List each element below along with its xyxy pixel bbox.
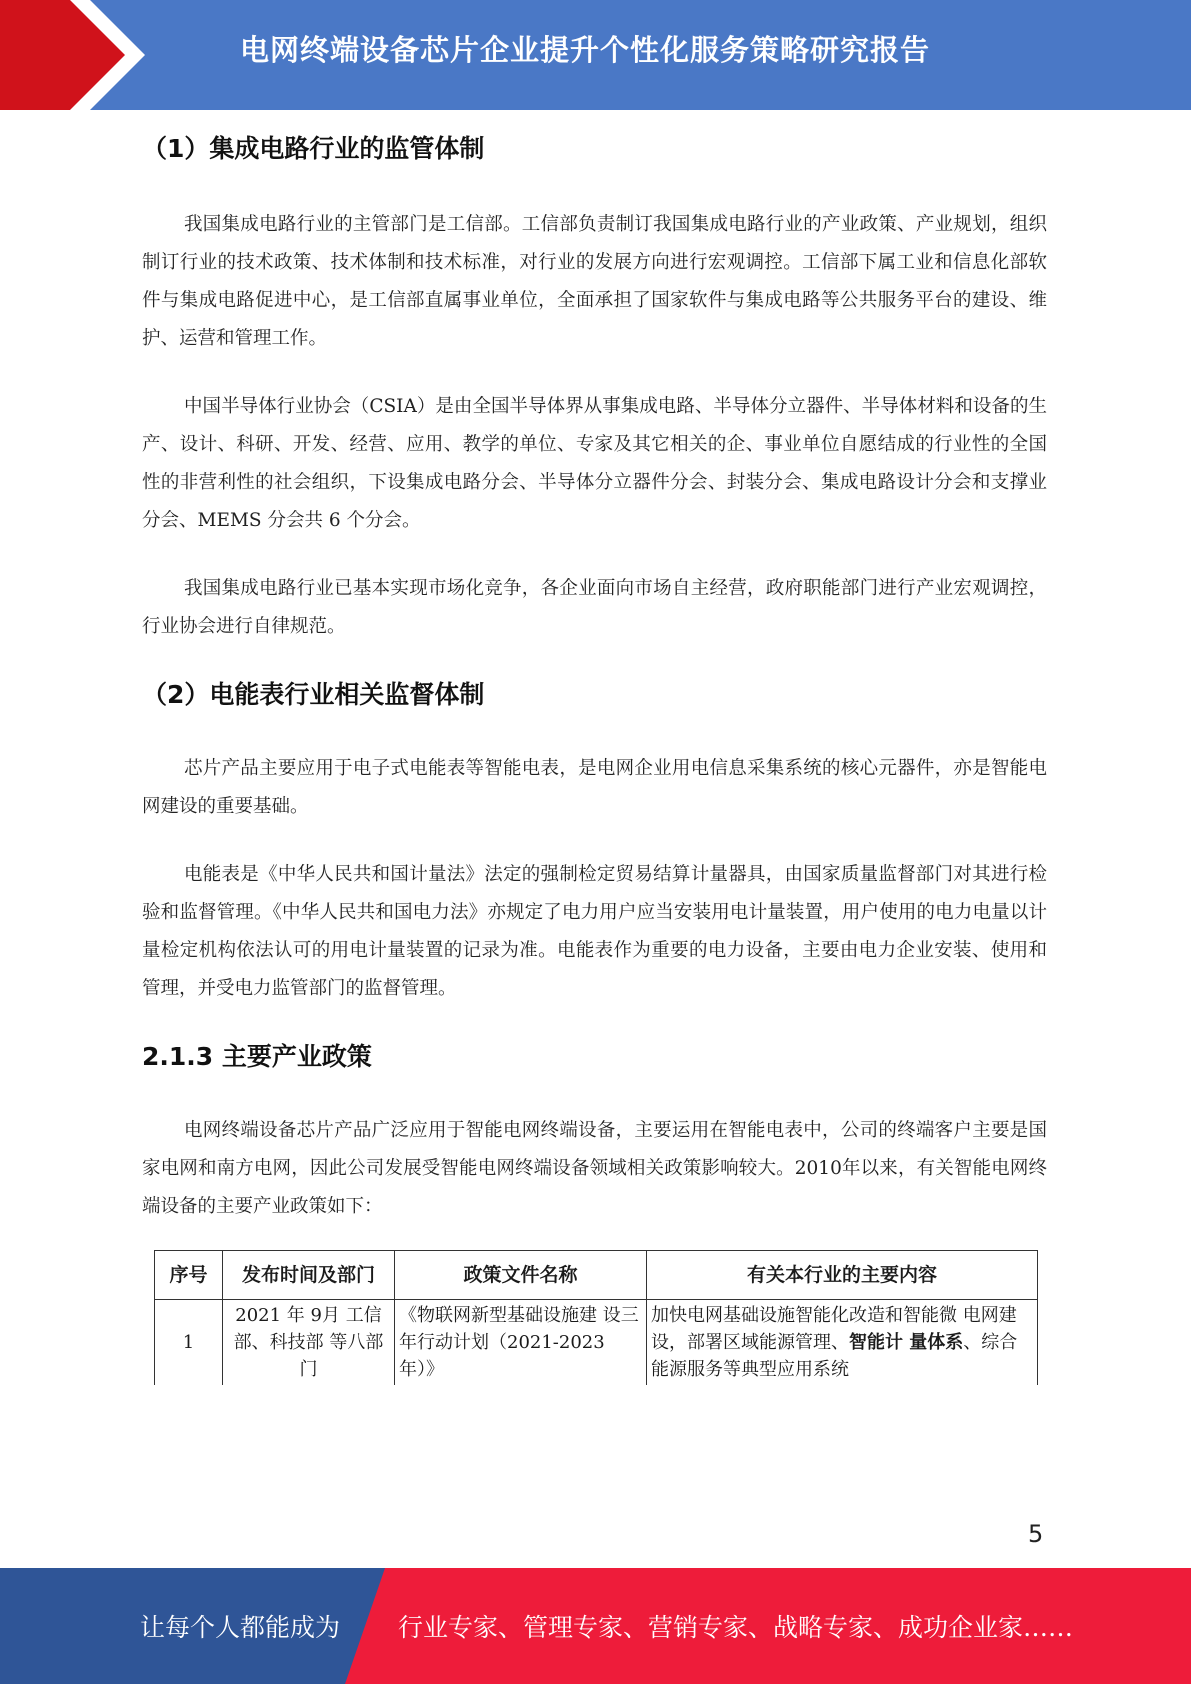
column-header-no: 序号 [155,1251,223,1300]
cell-content-bold: 智能计 量体系 [849,1332,964,1353]
cell-content-text: 、综合能源服务等典型应用系统 [651,1332,1018,1380]
policy-table [154,1250,1038,1385]
column-header-content: 有关本行业的主要内容 [647,1251,1038,1300]
column-header-doc: 政策文件名称 [395,1251,647,1300]
footer-slogan-left: 让每个人都能成为 [140,1613,341,1642]
report-title: 电网终端设备芯片企业提升个性化服务策略研究报告 [240,33,931,67]
paragraph: 我国集成电路行业已基本实现市场化竞争，各企业面向市场自主经营，政府职能部门进行产业宏观调控，行业协会进行自律规范。 [142,578,1047,637]
header-red-arrow-decoration [0,0,150,110]
footer-slogan-right: 行业专家、管理专家、营销专家、战略专家、成功企业家…… [398,1613,1074,1642]
page-footer [0,1568,1191,1684]
column-header-dept: 发布时间及部门 [223,1251,395,1300]
section-heading-meter-regulation: （2）电能表行业相关监督体制 [142,680,485,709]
cell-no: 1 [155,1300,223,1386]
paragraph: 电能表是《中华人民共和国计量法》法定的强制检定贸易结算计量器具，由国家质量监督部门对其进行检验和监督管理。《中华人民共和国电力法》亦规定了电力用户应当安装用电计量装置，用户使用的电力电量以计量检定机构依法认可的用电计量装置的记录为准。电能表作为重要的电力设备，主要由电力企业安装、使用和管理，并受电力监管部门的监督管理。 [142,864,1047,999]
cell-content-text: 加快电网基础设施智能化改造和智能微 电网建设，部署区域能源管理、 [651,1305,1017,1353]
paragraph: 电网终端设备芯片产品广泛应用于智能电网终端设备，主要运用在智能电表中，公司的终端客户主要是国家电网和南方电网，因此公司发展受智能电网终端设备领域相关政策影响较大。2010年以来，有关智能电网终端设备的主要产业政策如下： [142,1120,1047,1217]
paragraph: 我国集成电路行业的主管部门是工信部。工信部负责制订我国集成电路行业的产业政策、产业规划，组织制订行业的技术政策、技术体制和技术标准，对行业的发展方向进行宏观调控。工信部下属工业和信息化部软件与集成电路促进中心，是工信部直属事业单位，全面承担了国家软件与集成电路等公共服务平台的建设、维护、运营和管理工作。 [142,214,1047,349]
paragraph: 芯片产品主要应用于电子式电能表等智能电表，是电网企业用电信息采集系统的核心元器件，亦是智能电网建设的重要基础。 [142,758,1047,817]
cell-dept: 2021 年 9月 工信部、科技部 等八部门 [223,1300,395,1386]
cell-content [647,1300,1038,1386]
page-number: 5 [1028,1520,1044,1548]
section-heading-ic-regulation: （1）集成电路行业的监管体制 [142,134,485,163]
section-heading-industry-policy: 2.1.3 主要产业政策 [142,1042,372,1071]
table-header-row [155,1251,1038,1300]
table-row [155,1300,1038,1386]
cell-doc: 《物联网新型基础设施建 设三年行动计划（2021-2023 年）》 [395,1300,647,1386]
page-header [0,0,1191,110]
paragraph: 中国半导体行业协会（CSIA）是由全国半导体界从事集成电路、半导体分立器件、半导体材料和设备的生产、设计、科研、开发、经营、应用、教学的单位、专家及其它相关的企、事业单位自愿结成的行业性的全国性的非营利性的社会组织，下设集成电路分会、半导体分立器件分会、封装分会、集成电路设计分会和支撑业分会、MEMS 分会共 6 个分会。 [142,396,1047,531]
